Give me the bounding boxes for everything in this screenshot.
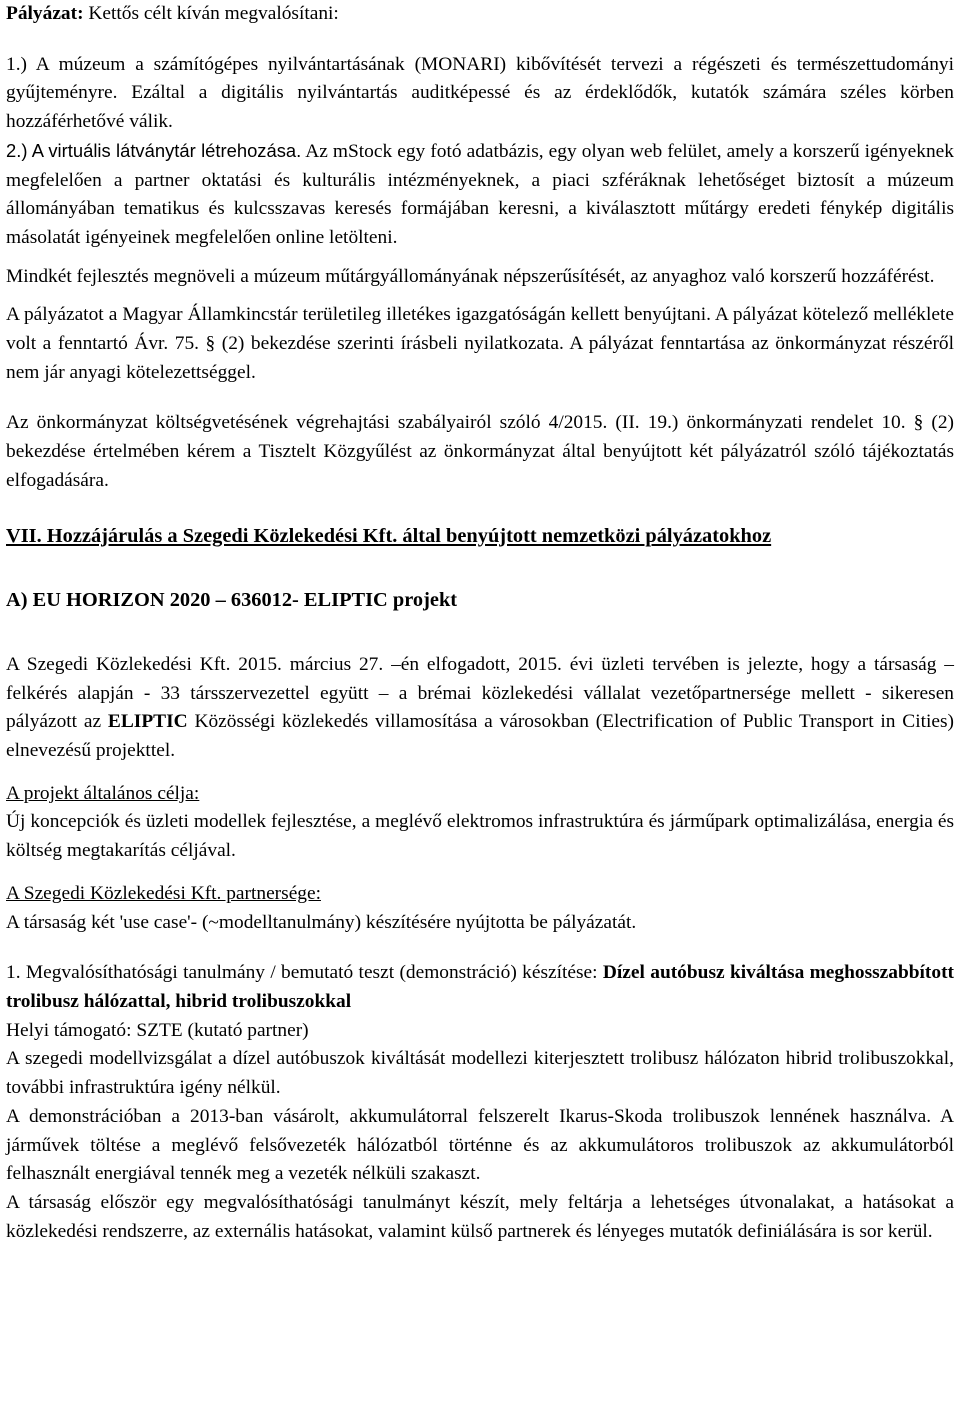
project-goal-label: A projekt általános célja: <box>6 782 200 804</box>
item-2-paragraph <box>6 137 954 253</box>
demonstration-paragraph: A demonstrációban a 2013-ban vásárolt, akkumulátorral felszerelt Ikarus-Skoda trolibuszok lennének használva. A járművek töltése a meglévő felsővezeték hálózatból történne és az akkumulátoros trolibuszok az akkumulátorból felhasznált energiával tennék meg a vezeték nélküli szakaszt. <box>6 1105 954 1185</box>
use-case-1-heading <box>6 959 954 1016</box>
partnership-text: A társaság két 'use case'- (~modelltanulmány) készítésére nyújtotta be pályázatát. <box>6 911 637 933</box>
eliptic-text-after: Közösségi közlekedés villamosítása a városokban (Electrification of Public Transport in Cities) elnevezésű projekttel. <box>6 711 954 762</box>
item-1-paragraph: 1.) A múzeum a számítógépes nyilvántartásának (MONARI) kibővítését tervezi a régészeti és természettudományi gyűjteményre. Ezáltal a digitális nyilvántartás auditképessé és az érdeklődők, kutatók számára széles körben hozzáférhetővé válik. <box>6 53 954 133</box>
intro-label: Pályázat: <box>6 3 84 24</box>
partnership-label: A Szegedi Közlekedési Kft. partnersége: <box>6 882 321 904</box>
submission-paragraph: A pályázatot a Magyar Államkincstár területileg illetékes igazgatóságán kellett benyújtani. A pályázat kötelező melléklete volt a fenntartó Ávr. 75. § (2) bekezdése szerinti írásbeli nyilatkozata. A pályázat fenntartása az önkormányzat részéről nem jár anyagi kötelezettséggel. <box>6 304 954 383</box>
use-case-1-lead: 1. Megvalósíthatósági tanulmány / bemutató teszt (demonstráció) készítése: <box>6 962 603 984</box>
intro-line <box>6 0 954 29</box>
budget-paragraph: Az önkormányzat költségvetésének végrehajtási szabályairól szóló 4/2015. (II. 19.) önkormányzati rendelet 10. § (2) bekezdése értelmében kérem a Tisztelt Közgyűlést az önkormányzat által benyújtott két pályázatról szóló tájékoztatás elfogadására. <box>6 412 954 491</box>
eliptic-text-before: A Szegedi Közlekedési Kft. 2015. március 27. –én elfogadott, 2015. évi üzleti tervében is jelezte, hogy a társaság – felkérés alapján - 33 társszervezettel együtt – a brémai közlekedési vállalat vezetőpartnersége mellett - sikeresen pályázott az <box>6 653 954 733</box>
eliptic-paragraph <box>6 651 954 766</box>
section-vii-heading: VII. Hozzájárulás a Szegedi Közlekedési Kft. által benyújtott nemzetközi pályázatokhoz <box>6 524 772 547</box>
eliptic-name: ELIPTIC <box>107 711 188 733</box>
item-2-text: Az mStock egy fotó adatbázis, egy olyan web felület, amely a korszerű igényeknek megfelelően a partner oktatási és kulturális intézményeknek, a piaci szféráknak lehetőséget biztosít a múzeum állományában tematikus és kulcsszavas keresés formájában keresni, a kiválasztott műtárgy eredeti fénykép digitális másolatát igényeinek megfelelően online letölteni. <box>6 140 954 248</box>
use-case-1-title: Dízel autóbusz kiváltása meghosszabbított trolibusz hálózattal, hibrid trolibuszokkal <box>6 962 954 1012</box>
subsection-a-heading: A) EU HORIZON 2020 – 636012- ELIPTIC projekt <box>6 589 458 612</box>
intro-text: Kettős célt kíván megvalósítani: <box>83 3 339 24</box>
feasibility-paragraph: A társaság először egy megvalósíthatósági tanulmányt készít, mely feltárja a lehetséges útvonalakat, a hatásokat a közlekedési rendszerre, az externális hatásokat, valamint külső partnerek és lényeges mutatók definiálására is sor kerül. <box>6 1191 954 1242</box>
both-developments-paragraph: Mindkét fejlesztés megnöveli a múzeum műtárgyállományának népszerűsítését, az anyaghoz való korszerű hozzáférést. <box>6 265 935 287</box>
item-2-lead: 2.) A virtuális látványtár létrehozása. <box>6 139 302 161</box>
project-goal-text: Új koncepciók és üzleti modellek fejlesztése, a meglévő elektromos infrastruktúra és járműpark optimalizálása, energia és költség megtakarítás céljával. <box>6 811 954 862</box>
model-paragraph: A szegedi modellvizsgálat a dízel autóbuszok kiváltását modellezi kiterjesztett trolibusz hálózaton hibrid trolibuszokkal, további infrastruktúra igény nélkül. <box>6 1048 954 1099</box>
local-supporter-line: Helyi támogató: SZTE (kutató partner) <box>6 1019 309 1041</box>
